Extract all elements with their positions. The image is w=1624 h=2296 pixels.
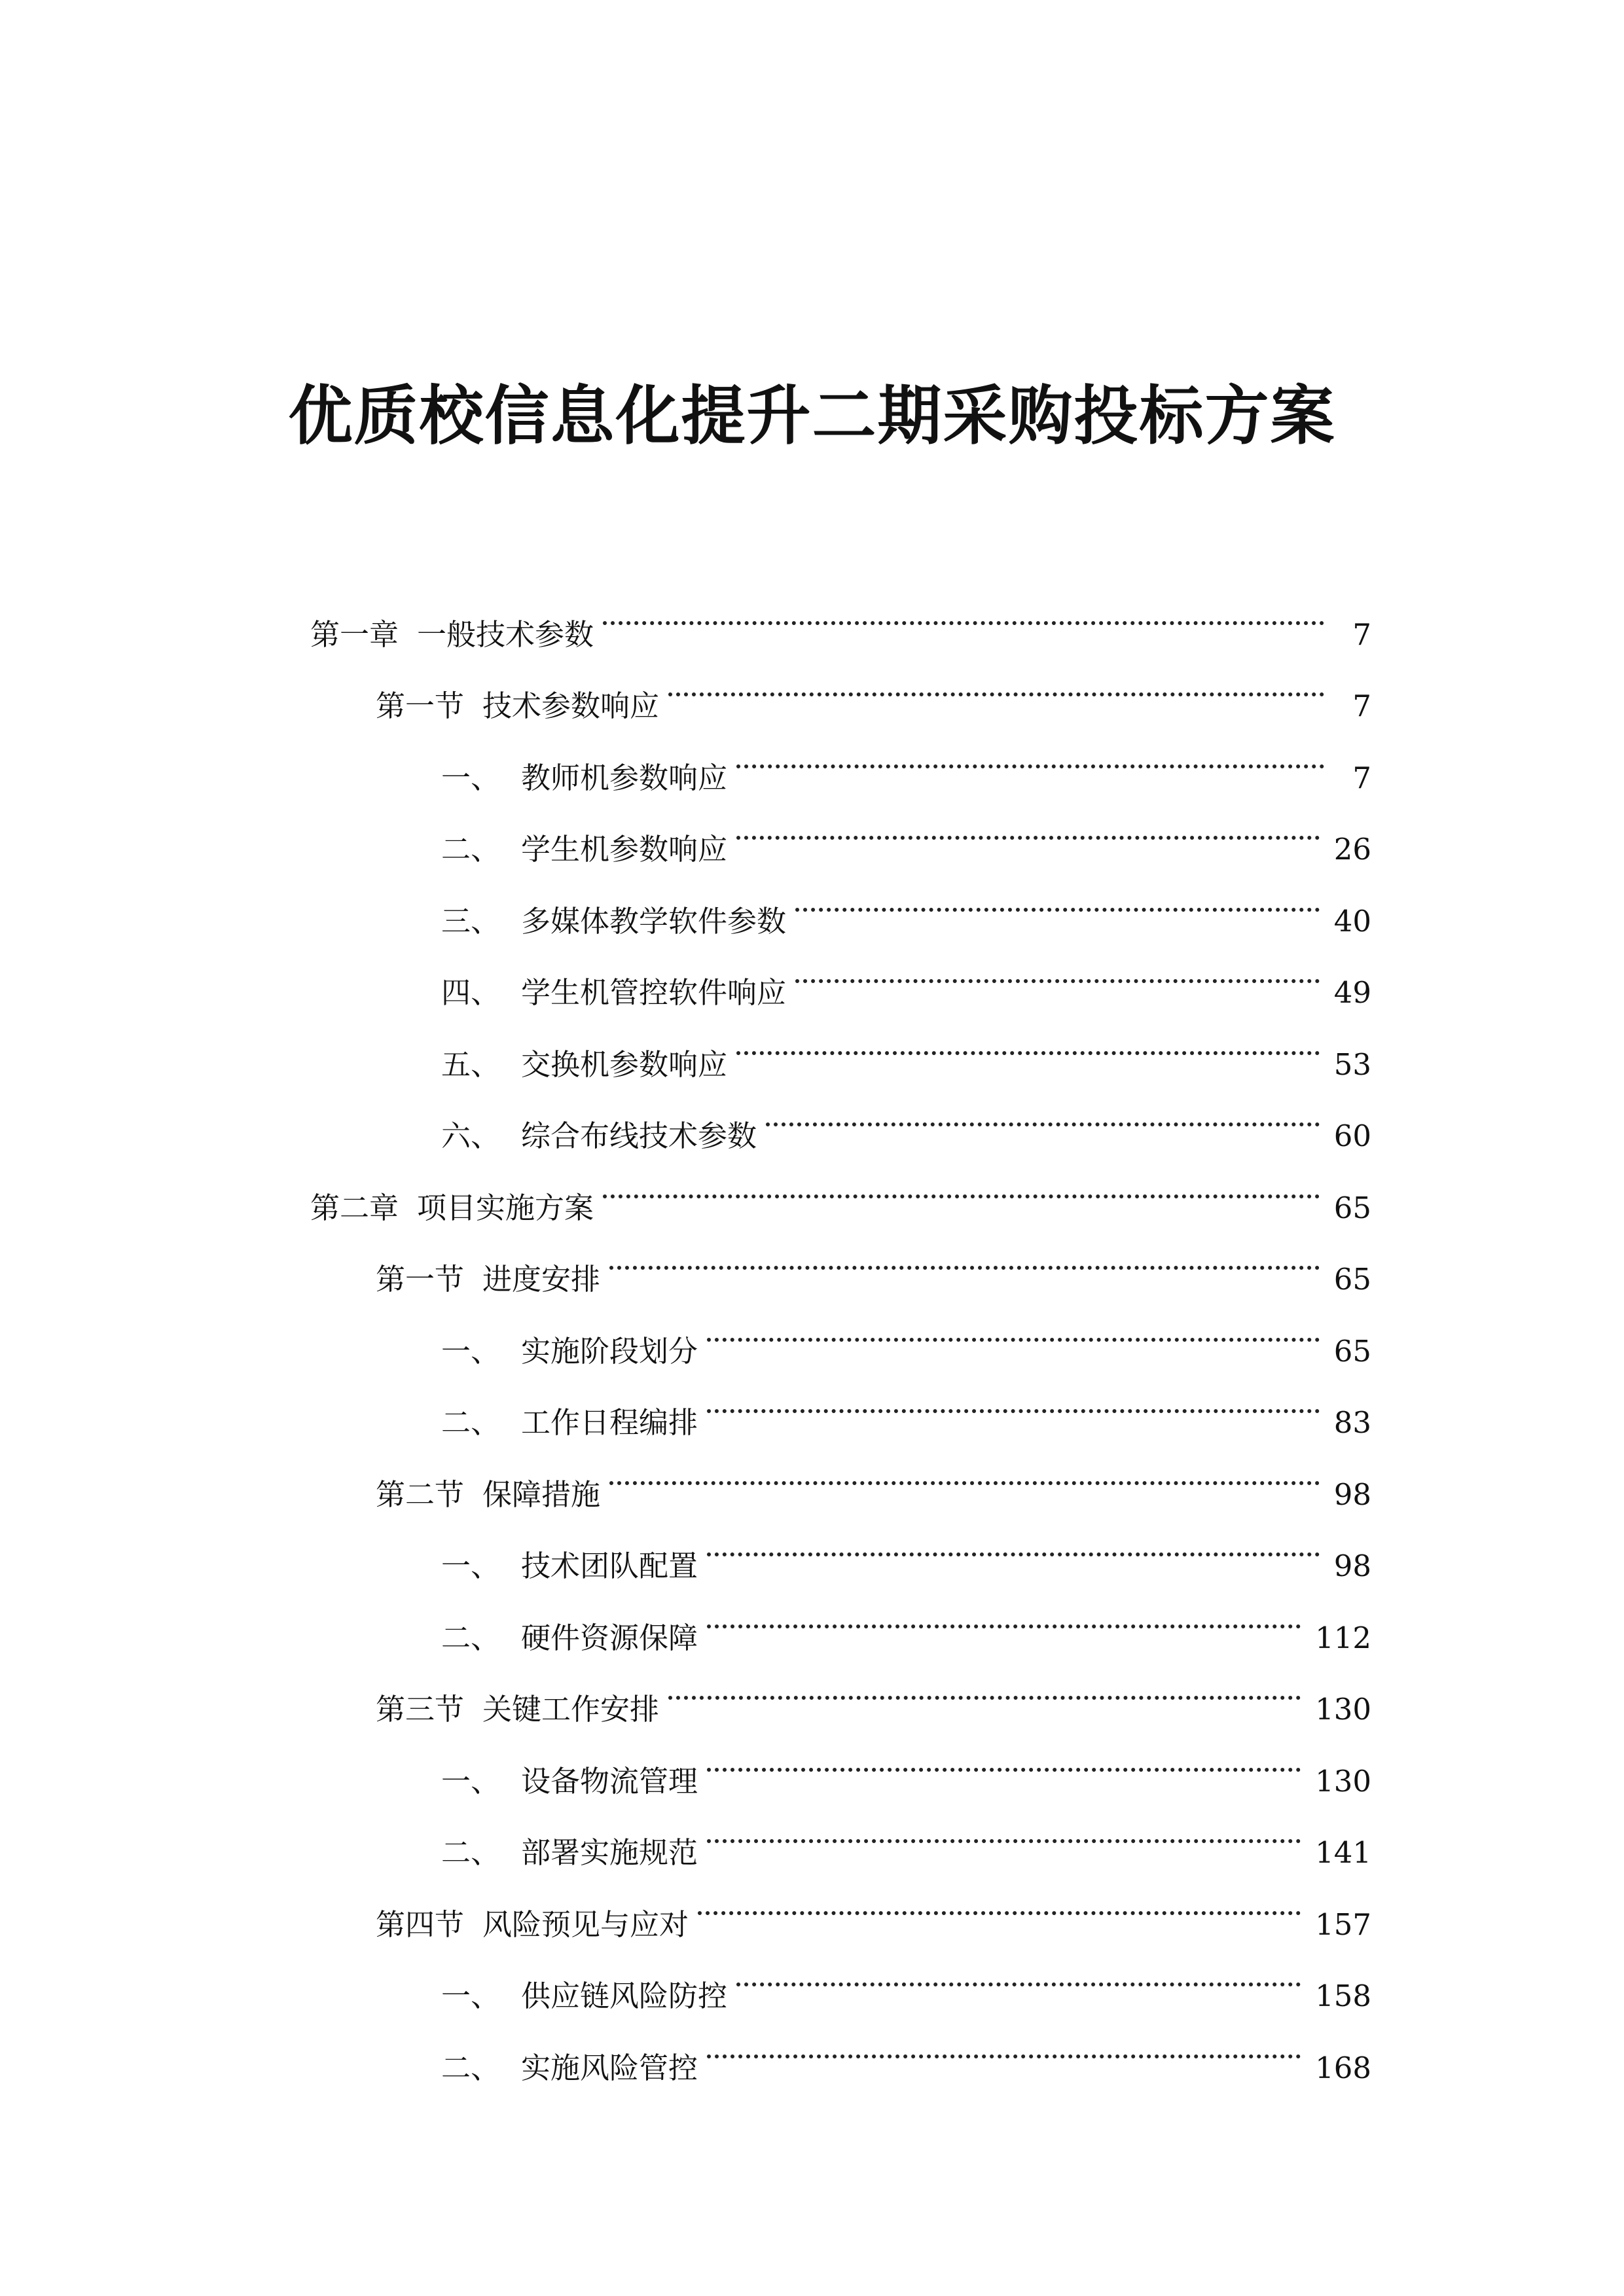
- toc-entry[interactable]: [0, 1003, 1624, 1082]
- toc-entry-label: 学生机参数响应: [521, 832, 728, 867]
- toc-entry-page-number: 65: [1333, 1262, 1371, 1297]
- toc-entry[interactable]: [0, 1863, 1624, 1942]
- toc-entry-label: 学生机管控软件响应: [521, 975, 787, 1010]
- toc-entry-label: 一般技术参数: [417, 617, 594, 652]
- toc-dot-leader: [707, 1289, 1320, 1361]
- toc-entry-page-number: 168: [1315, 2050, 1371, 2085]
- document-title: 优质校信息化提升二期采购投标方案: [288, 378, 1336, 454]
- toc-entry-prefix: 一、: [441, 1549, 501, 1583]
- toc-entry-prefix: 一、: [441, 1763, 501, 1799]
- toc-entry-page-number: 98: [1333, 1549, 1371, 1583]
- toc-entry-prefix: 第一章: [310, 617, 399, 652]
- toc-entry-page-number: 158: [1315, 1979, 1371, 2013]
- toc-entry-prefix: 第一节: [376, 1262, 465, 1297]
- toc-dot-leader: [707, 2006, 1301, 2078]
- toc-dot-leader: [707, 1361, 1320, 1433]
- toc-entry-page-number: 130: [1315, 1692, 1371, 1727]
- toc-entry-prefix: 一、: [441, 1979, 501, 2013]
- toc-entry-label: 部署实施规范: [521, 1835, 698, 1870]
- toc-entry-prefix: 第一节: [376, 689, 465, 723]
- toc-dot-leader: [736, 1935, 1301, 2007]
- toc-entry[interactable]: [0, 1791, 1624, 1870]
- toc-dot-leader: [766, 1075, 1320, 1147]
- toc-entry-page-number: 7: [1352, 760, 1371, 795]
- toc-dot-leader: [736, 1003, 1320, 1075]
- toc-entry[interactable]: [0, 645, 1624, 723]
- toc-dot-leader: [668, 1648, 1301, 1720]
- toc-entry-label: 综合布线技术参数: [521, 1119, 757, 1153]
- toc-dot-leader: [707, 1576, 1301, 1648]
- toc-entry-page-number: 7: [1352, 617, 1371, 652]
- toc-entry-page-number: 141: [1315, 1835, 1371, 1870]
- toc-entry-label: 项目实施方案: [417, 1190, 594, 1225]
- toc-dot-leader: [736, 716, 1324, 788]
- toc-entry-prefix: 第四节: [376, 1907, 465, 1942]
- toc-entry-prefix: 一、: [441, 1333, 501, 1369]
- toc-dot-leader: [603, 573, 1324, 645]
- toc-dot-leader: [736, 788, 1320, 860]
- toc-entry-prefix: 二、: [441, 1835, 501, 1870]
- toc-entry[interactable]: [0, 2006, 1624, 2085]
- toc-entry-label: 交换机参数响应: [521, 1047, 728, 1082]
- toc-entry-page-number: 65: [1333, 1333, 1371, 1369]
- toc-entry-label: 工作日程编排: [521, 1405, 698, 1440]
- toc-dot-leader: [795, 859, 1320, 931]
- toc-entry[interactable]: [0, 573, 1624, 652]
- toc-entry-page-number: 157: [1315, 1907, 1371, 1942]
- toc-dot-leader: [609, 1433, 1320, 1505]
- toc-dot-leader: [603, 1146, 1320, 1218]
- toc-entry[interactable]: [0, 1289, 1624, 1369]
- toc-entry[interactable]: [0, 788, 1624, 867]
- toc-entry-prefix: 第二章: [310, 1190, 399, 1225]
- toc-entry[interactable]: [0, 1218, 1624, 1297]
- toc-entry[interactable]: [0, 1935, 1624, 2013]
- toc-dot-leader: [698, 1863, 1301, 1935]
- toc-entry-prefix: 六、: [441, 1119, 501, 1153]
- toc-entry[interactable]: [0, 859, 1624, 939]
- toc-entry-prefix: 二、: [441, 2050, 501, 2085]
- toc-entry-prefix: 二、: [441, 1620, 501, 1655]
- toc-entry[interactable]: [0, 716, 1624, 795]
- toc-entry[interactable]: [0, 1433, 1624, 1512]
- toc-entry-prefix: 第三节: [376, 1692, 465, 1727]
- toc-entry-page-number: 49: [1333, 975, 1371, 1010]
- toc-entry-label: 供应链风险防控: [521, 1979, 728, 2013]
- toc-entry-page-number: 83: [1333, 1405, 1371, 1440]
- toc-entry-label: 教师机参数响应: [521, 760, 728, 795]
- toc-dot-leader: [795, 931, 1320, 1003]
- toc-entry-label: 多媒体教学软件参数: [521, 903, 787, 939]
- toc-entry-page-number: 53: [1333, 1047, 1371, 1082]
- toc-entry-prefix: 一、: [441, 760, 501, 795]
- toc-entry-label: 实施阶段划分: [521, 1333, 698, 1369]
- toc-entry-label: 技术参数响应: [482, 689, 660, 723]
- toc-entry-label: 风险预见与应对: [482, 1907, 689, 1942]
- toc-entry[interactable]: [0, 1648, 1624, 1727]
- toc-entry[interactable]: [0, 1361, 1624, 1440]
- toc-entry-page-number: 65: [1333, 1190, 1371, 1225]
- toc-entry-page-number: 7: [1352, 689, 1371, 723]
- toc-entry-label: 保障措施: [482, 1477, 601, 1512]
- toc-entry-prefix: 四、: [441, 975, 501, 1010]
- toc-entry[interactable]: [0, 1505, 1624, 1583]
- toc-entry-label: 关键工作安排: [482, 1692, 660, 1727]
- toc-entry-prefix: 三、: [441, 903, 501, 939]
- toc-entry-prefix: 二、: [441, 832, 501, 867]
- toc-entry-page-number: 60: [1333, 1119, 1371, 1153]
- toc-entry-label: 实施风险管控: [521, 2050, 698, 2085]
- toc-entry-page-number: 40: [1333, 903, 1371, 939]
- toc-dot-leader: [707, 1719, 1301, 1791]
- toc-dot-leader: [707, 1791, 1301, 1863]
- toc-dot-leader: [668, 645, 1324, 717]
- table-of-contents: [0, 573, 1624, 2085]
- toc-entry-label: 技术团队配置: [521, 1549, 698, 1583]
- toc-entry-prefix: 二、: [441, 1405, 501, 1440]
- toc-entry-label: 进度安排: [482, 1262, 601, 1297]
- toc-entry-prefix: 第二节: [376, 1477, 465, 1512]
- toc-entry-label: 设备物流管理: [521, 1763, 698, 1799]
- toc-entry-page-number: 26: [1333, 832, 1371, 867]
- toc-dot-leader: [707, 1505, 1320, 1577]
- toc-entry[interactable]: [0, 1576, 1624, 1655]
- toc-entry[interactable]: [0, 1719, 1624, 1799]
- toc-entry-page-number: 112: [1315, 1620, 1371, 1655]
- toc-entry[interactable]: [0, 931, 1624, 1010]
- toc-entry-page-number: 130: [1315, 1763, 1371, 1799]
- toc-entry[interactable]: [0, 1075, 1624, 1153]
- toc-entry-page-number: 98: [1333, 1477, 1371, 1512]
- toc-dot-leader: [609, 1218, 1320, 1290]
- toc-entry-label: 硬件资源保障: [521, 1620, 698, 1655]
- toc-entry[interactable]: [0, 1146, 1624, 1225]
- toc-entry-prefix: 五、: [441, 1047, 501, 1082]
